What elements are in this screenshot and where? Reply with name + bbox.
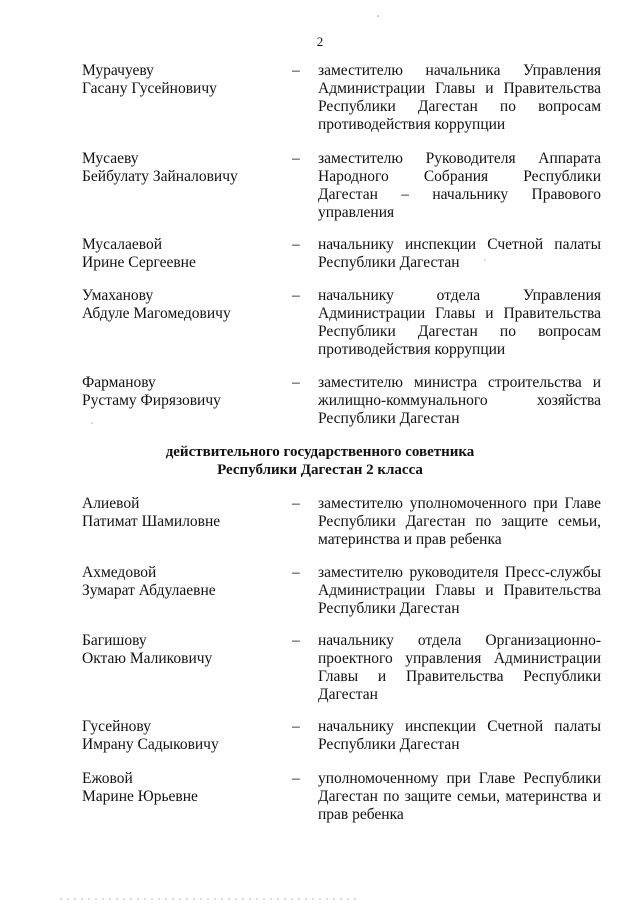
dash-separator: – (292, 150, 300, 167)
given-name: Имрану Садыковичу (82, 736, 219, 753)
given-name: Ирине Сергеевне (82, 254, 196, 271)
dash-separator: – (292, 236, 300, 253)
position-text: начальнику отдела Управления Администрации Главы и Правительства Республики Дагестан по вопросам противодействия коррупции (318, 287, 601, 358)
dash-separator: – (292, 770, 300, 787)
given-name: Октаю Маликовичу (82, 650, 213, 667)
surname: Мусалаевой (82, 236, 162, 253)
given-name: Марине Юрьевне (82, 788, 198, 805)
surname: Фарманову (82, 374, 156, 391)
position-text: уполномоченному при Главе Республики Дагестан по защите семьи, материнства и прав ребенка (318, 770, 601, 823)
dash-separator: – (292, 374, 300, 391)
dash-separator: – (292, 495, 300, 512)
dash-separator: – (292, 632, 300, 649)
position-text: начальнику инспекции Счетной палаты Республики Дагестан (318, 718, 601, 753)
surname: Ахмедовой (82, 564, 157, 581)
heading-line: действительного государственного советника (165, 444, 475, 460)
dash-separator: – (292, 718, 300, 735)
page-number: 2 (316, 34, 324, 49)
position-text: начальнику инспекции Счетной палаты Республики Дагестан (318, 236, 601, 271)
position-text: заместителю уполномоченного при Главе Республики Дагестан по защите семьи, материнства и прав ребенка (318, 495, 601, 548)
given-name: Зумарат Абдулаевне (82, 582, 216, 599)
position-text: заместителю министра строительства и жилищно-коммунального хозяйства Республики Дагестан (318, 374, 601, 427)
given-name: Гасану Гусейновичу (82, 80, 217, 97)
given-name: Бейбулату Зайналовичу (82, 168, 238, 185)
given-name: Патимат Шамиловне (82, 513, 221, 530)
surname: Багишову (82, 632, 147, 649)
surname: Ежовой (82, 770, 133, 787)
dash-separator: – (292, 564, 300, 581)
dash-separator: – (292, 287, 300, 304)
dash-separator: – (292, 62, 300, 79)
position-text: заместителю начальника Управления Администрации Главы и Правительства Республики Дагестан по вопросам противодействия коррупции (318, 62, 601, 133)
given-name: Абдуле Магомедовичу (82, 305, 231, 322)
surname: Умаханову (82, 287, 154, 304)
position-text: заместителю руководителя Пресс-службы Администрации Главы и Правительства Республики Дагестан (318, 564, 601, 617)
position-text: заместителю Руководителя Аппарата Народного Собрания Республики Дагестан – начальнику Правового управления (318, 150, 601, 221)
surname: Алиевой (82, 495, 140, 512)
position-text: начальнику отдела Организационно-проектного управления Администрации Главы и Правительства Республики Дагестан (318, 632, 601, 703)
surname: Гусейнову (82, 718, 151, 735)
heading-line: Республики Дагестан 2 класса (217, 462, 423, 478)
surname: Мурачуеву (82, 62, 154, 79)
surname: Мусаеву (82, 150, 139, 167)
given-name: Рустаму Фирязовичу (82, 392, 221, 409)
